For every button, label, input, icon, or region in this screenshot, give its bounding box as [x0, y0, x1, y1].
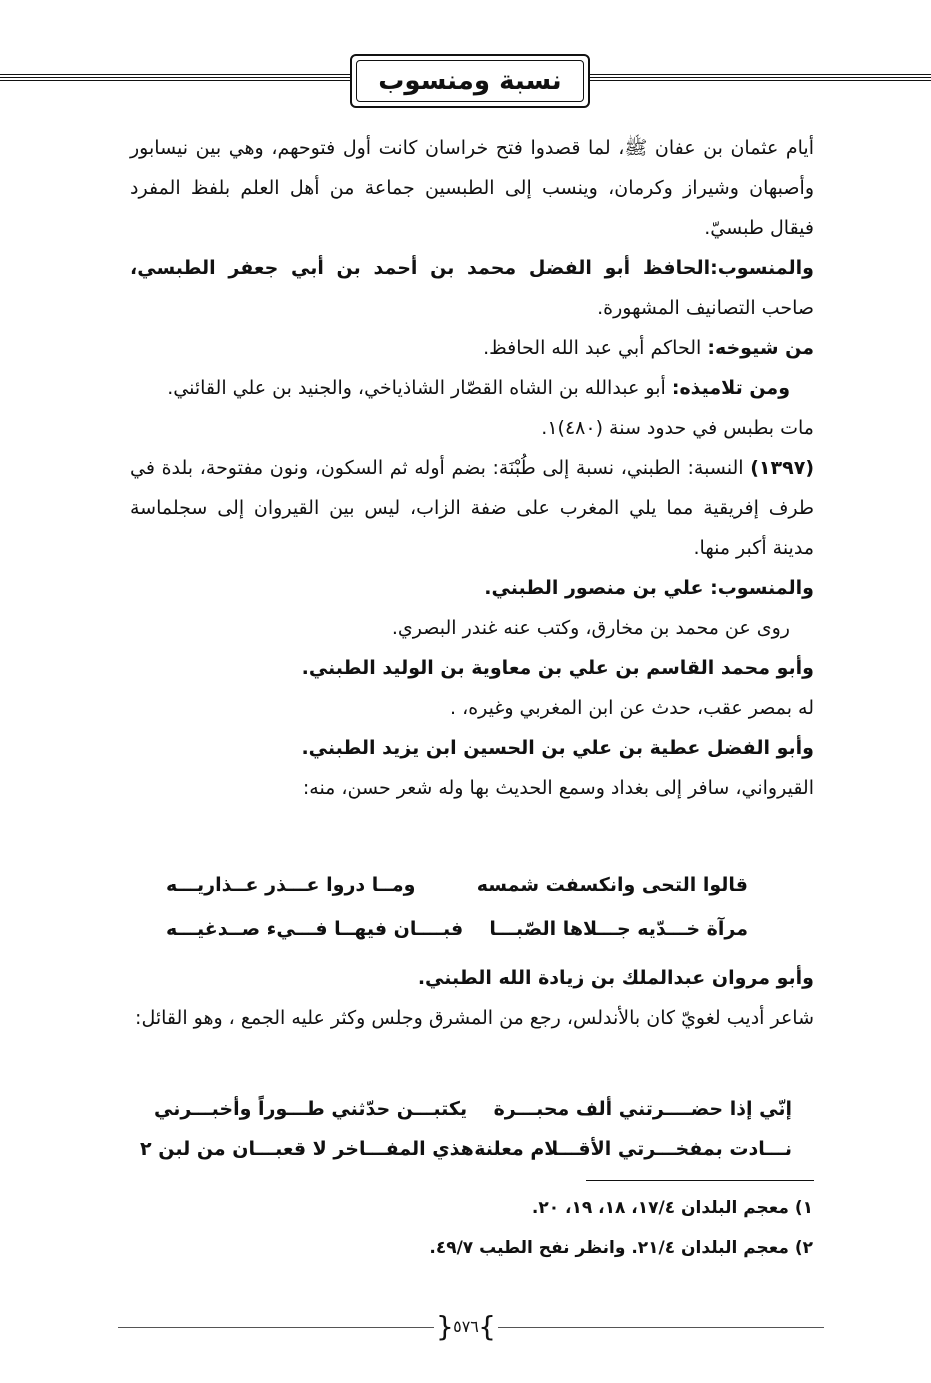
paragraph: وأبو مروان عبدالملك بن زيادة الله الطبني. — [417, 967, 814, 989]
paragraph: أيام عثمان بن عفان ﷺ، لما قصدوا فتح خراسان كانت أول فتوحهم، وهي بين نيسابور وأصبهان وشيراز وكرمان، وينسب إلى الطبسين جماعة من أهل العلم بلفظ المفرد فيقال طبسيّ. — [130, 137, 814, 239]
verse-line — [160, 918, 760, 948]
paragraph — [130, 248, 814, 328]
paragraph: وأبو الفضل عطية بن علي بن الحسين ابن يزيد الطبني. — [301, 737, 814, 759]
verse-hemistich: قالوا التحى وانكسفت شمسه — [476, 874, 748, 896]
header-rule-right — [590, 74, 931, 86]
person-name: الحافظ أبو الفضل محمد بن أحمد بن أبي جعفر الطبسي، — [130, 257, 711, 279]
footer-rule-left — [118, 1327, 434, 1328]
verse-hemistich: هذي المفـــاخر لا قعبـــان من لبن ٢ — [140, 1138, 474, 1160]
page-number: ٥٧٦ — [453, 1317, 479, 1336]
body-text — [130, 128, 814, 808]
entry-number: (١٣٩٧) — [750, 457, 814, 479]
entry-paragraph — [130, 448, 814, 568]
label: من شيوخه: — [707, 337, 814, 359]
verse-hemistich: فبــــان فيهــا فـــيء صــدغيـــه — [166, 918, 464, 940]
running-header-title: نسبة ومنسوب — [378, 66, 562, 96]
verse-line — [160, 874, 760, 904]
verse-hemistich: ومــا دروا عـــذر عــذاريـــه — [166, 874, 416, 896]
verse-hemistich: إنّي إذا حضــــرتني ألف محبـــرة — [493, 1098, 792, 1120]
paragraph: شاعر أديب لغويّ كان بالأندلس، رجع من المشرق وجلس وكثر عليه الجمع ، وهو القائل: — [135, 1007, 814, 1029]
footer-rule-right — [498, 1327, 824, 1328]
paragraph: له بمصر عقب، حدث عن ابن المغربي وغيره، . — [450, 697, 814, 719]
verse-hemistich: يكتبـــن حدّثني طـــوراً وأخبـــرني — [154, 1098, 468, 1120]
paragraph: القيرواني، سافر إلى بغداد وسمع الحديث بها وله شعر حسن، منه: — [302, 777, 814, 799]
paragraph: وأبو محمد القاسم بن علي بن معاوية بن الوليد الطبني. — [301, 657, 814, 679]
paragraph — [130, 328, 814, 368]
paragraph: روى عن محمد بن مخارق، وكتب عنه غندر البصري. — [391, 617, 790, 639]
paragraph — [130, 368, 814, 408]
header-rule-left — [0, 74, 350, 86]
text: الحاكم أبي عبد الله الحافظ. — [483, 337, 708, 359]
footnote: ٢) معجم البلدان ٢١/٤. وانظر نفح الطيب ٤٩/٧. — [429, 1238, 813, 1258]
paragraph: والمنسوب: علي بن منصور الطبني. — [484, 577, 814, 599]
paragraph: مات بطبس في حدود سنة (٤٨٠)١. — [541, 417, 814, 439]
left-brace-icon: { — [436, 1310, 454, 1343]
footnote-rule — [586, 1180, 814, 1181]
label: ومن تلاميذه: — [671, 377, 790, 399]
body-text — [130, 958, 814, 1038]
verse-hemistich: مرآة خـــدّيه جـــلاها الصّبـــا — [489, 918, 748, 940]
verse-hemistich: نـــادت بمفخـــرتي الأقـــلام معلنة — [474, 1138, 792, 1160]
verse-line — [140, 1098, 800, 1128]
text: صاحب التصانيف المشهورة. — [597, 297, 814, 319]
text: أبو عبدالله بن الشاه القصّار الشاذياخي، والجنيد بن علي القائني. — [167, 377, 672, 399]
right-brace-icon: } — [478, 1310, 496, 1343]
verse-line — [140, 1138, 800, 1168]
text: النسبة: الطبني، نسبة إلى طُبْنَة: بضم أوله ثم السكون، ونون مفتوحة، بلدة في طرف إفريقية مما يلي المغرب على ضفة الزاب، ليس بين القيروان إلى سجلماسة مدينة أكبر منها. — [130, 457, 814, 559]
label: والمنسوب: — [710, 257, 814, 279]
page-number-box — [436, 1312, 496, 1342]
footnote: ١) معجم البلدان ١٧/٤، ١٨، ١٩، ٢٠. — [531, 1198, 813, 1218]
header-frame — [350, 54, 590, 108]
